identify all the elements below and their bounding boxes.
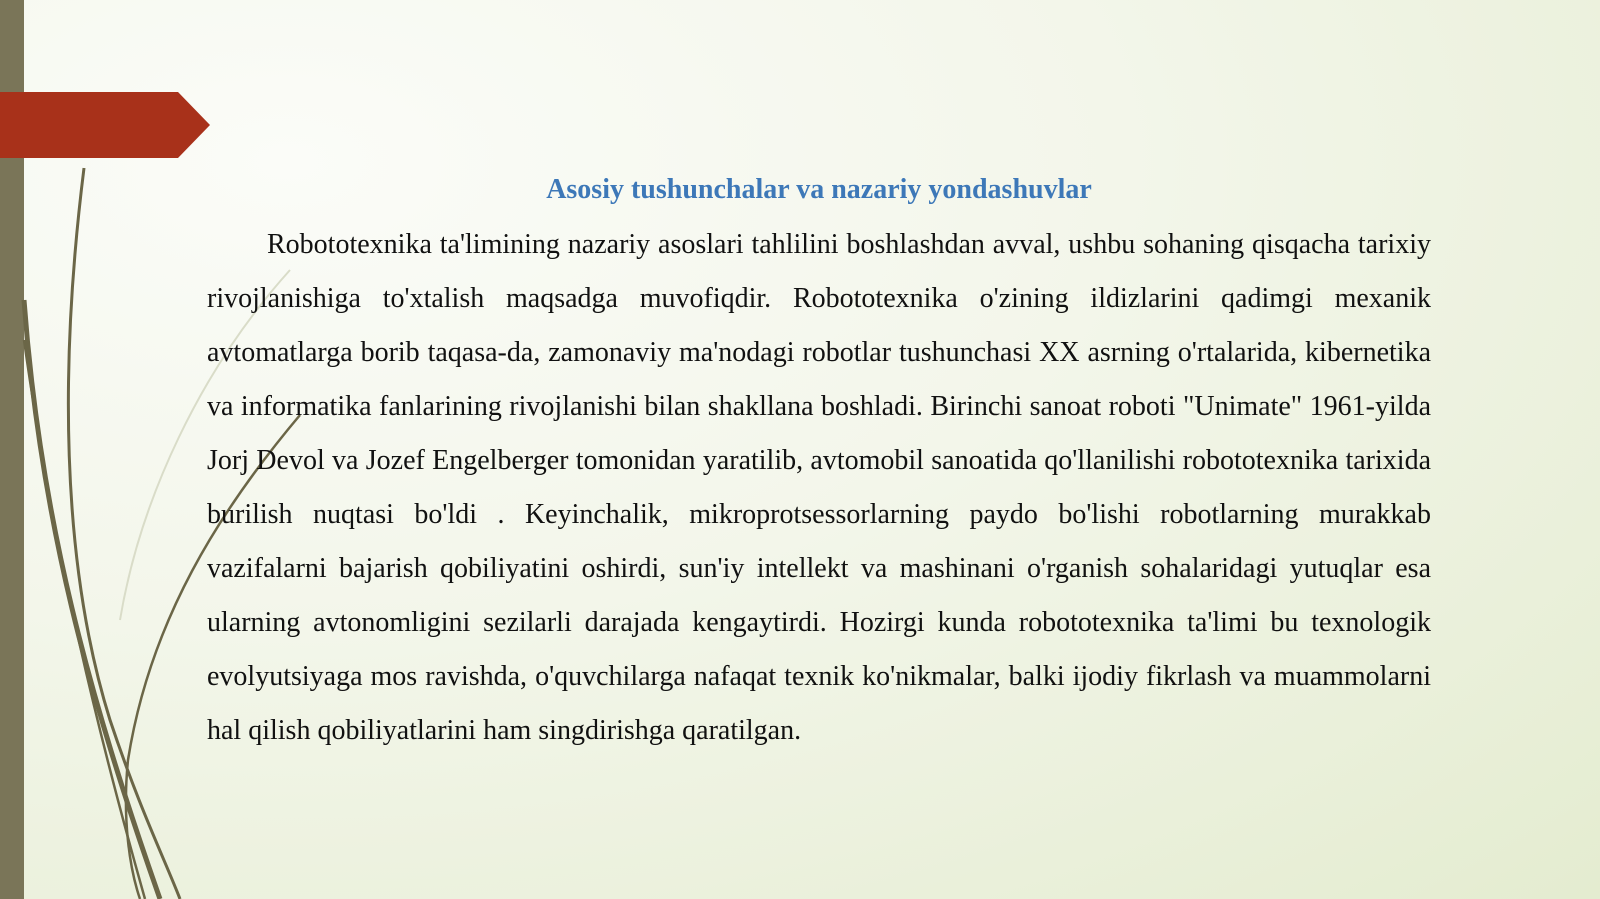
red-arrow-shape [0,92,210,158]
body-paragraph: Robototexnika ta'limining nazariy asoslari tahlilini boshlashdan avval, ushbu sohaning qisqacha tarixiy rivojlanishiga to'xtalish maqsadga muvofiqdir. Robototexnika o'zining ildizlarini qadimgi mexanik avtomatlarga borib taqasa-da, zamonaviy ma'nodagi robotlar tushunchasi XX asrning o'rtalarida, kibernetika va informatika fanlarining rivojlanishi bilan shakllana boshladi. Birinchi sanoat roboti "Unimate" 1961-yilda Jorj Devol va Jozef Engelberger tomonidan yaratilib, avtomobil sanoatida qo'llanilishi robototexnika tarixida burilish nuqtasi bo'ldi . Keyinchalik, mikroprotsessorlarning paydo bo'lishi robotlarning murakkab vazifalarni bajarish qobiliyatini oshirdi, sun'iy intellekt va mashinani o'rganish sohalaridagi yutuqlar esa ularning avtonomligini sezilarli darajada kengaytirdi. Hozirgi kunda robototexnika ta'limi bu texnologik evolyutsiyaga mos ravishda, o'quvchilarga nafaqat texnik ko'nikmalar, balki ijodiy fikrlash va muammolarni hal qilish qobiliyatlarini ham singdirishga qaratilgan. [207,229,1431,746]
slide-title: Asosiy tushunchalar va nazariy yondashuvlar [546,174,1092,205]
